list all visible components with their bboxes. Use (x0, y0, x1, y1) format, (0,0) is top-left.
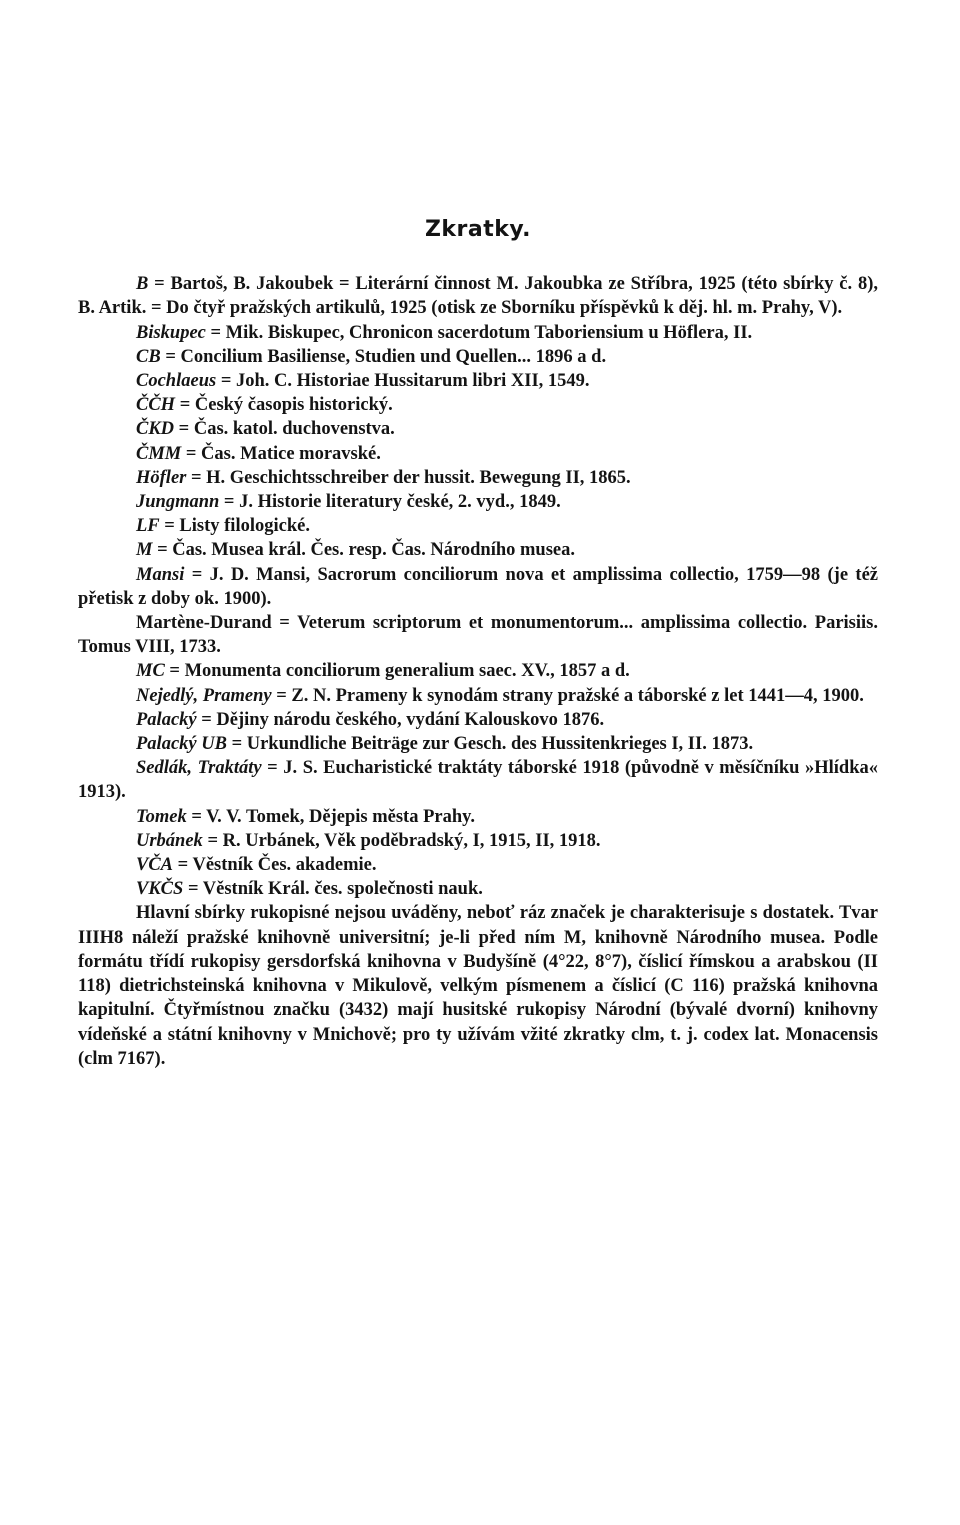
abbreviation-definition: = Čas. Matice moravské. (181, 443, 381, 464)
abbreviation-entry (78, 369, 878, 393)
abbreviation-definition: = Mik. Biskupec, Chronicon sacerdotum Taboriensium u Höflera, II. (205, 322, 753, 343)
abbreviation-entry (78, 708, 878, 732)
abbreviation-definition: = Listy filologické. (159, 516, 310, 537)
abbreviation-entry (78, 466, 878, 490)
abbreviation-definition: = Bartoš, B. Jakoubek = Literární činnost M. Jakoubka ze Stříbra, 1925 (této sbírky č. 8), B. Artik. = Do čtyř pražských artikulů, 1925 (otisk ze Sborníku příspěvků k děj. hl. m. Prahy, V). (78, 274, 878, 319)
abbreviation-entry (78, 514, 878, 538)
abbreviation-definition: = Concilium Basiliense, Studien und Quellen... 1896 a d. (160, 346, 607, 367)
abbreviation-term: M (136, 540, 153, 561)
abbreviation-term: Sedlák, Traktáty (136, 758, 262, 779)
abbreviation-entry (78, 877, 878, 901)
abbreviation-definition: = Český časopis historický. (175, 395, 393, 416)
abbreviation-term: VČA (136, 855, 174, 876)
abbreviation-entry (78, 345, 878, 369)
abbreviation-entry (78, 538, 878, 562)
abbreviation-term: Mansi (136, 564, 185, 585)
abbreviation-term: Palacký (136, 709, 197, 730)
abbreviation-definition: = Joh. C. Historiae Hussitarum libri XII, 1549. (216, 371, 590, 392)
abbreviation-entry (78, 417, 878, 441)
abbreviation-term: Palacký UB (136, 734, 227, 755)
abbreviation-definition: = J. Historie literatury české, 2. vyd., 1849. (219, 492, 561, 513)
abbreviation-definition: = Urkundliche Beiträge zur Gesch. des Hussitenkrieges I, II. 1873. (226, 734, 754, 755)
abbreviation-definition: = H. Geschichtsschreiber der hussit. Bewegung II, 1865. (186, 467, 631, 488)
abbreviation-entry (78, 853, 878, 877)
abbreviation-entry (78, 442, 878, 466)
abbreviation-list (78, 272, 878, 901)
abbreviation-entry (78, 829, 878, 853)
abbreviation-definition: = J. S. Eucharistické traktáty táborské 1918 (původně v měsíčníku »Hlídka« 1913). (78, 758, 878, 803)
abbreviation-term: B (136, 274, 149, 295)
abbreviation-entry (78, 393, 878, 417)
abbreviation-term: CB (136, 346, 161, 367)
page-title: Zkratky. (424, 217, 532, 242)
abbreviation-definition: = Čas. Musea král. Čes. resp. Čas. Národního musea. (152, 540, 575, 561)
abbreviation-term: VKČS (136, 879, 184, 900)
abbreviation-entry (78, 732, 878, 756)
abbreviation-term: ČMM (136, 443, 182, 464)
abbreviation-entry (78, 659, 878, 683)
abbreviation-term: MC (136, 661, 165, 682)
abbreviation-entry (78, 684, 878, 708)
abbreviation-entry (78, 490, 878, 514)
abbreviation-entry (78, 611, 878, 659)
abbreviation-term: Nejedlý, Prameny (136, 685, 272, 706)
abbreviation-entry (78, 321, 878, 345)
abbreviation-term: Cochlaeus (136, 371, 217, 392)
abbreviation-definition: = Z. N. Prameny k synodám strany pražské a táborské z let 1441—4, 1900. (271, 685, 864, 706)
abbreviation-entry (78, 805, 878, 829)
abbreviation-definition: = V. V. Tomek, Dějepis města Prahy. (186, 806, 475, 827)
abbreviation-entry (78, 272, 878, 320)
document-page (78, 208, 878, 1071)
closing-paragraph: Hlavní sbírky rukopisné nejsou uváděny, neboť ráz značek je charakterisuje s dostatek. Tvar IIIH8 náleží pražské knihovně universitní; je-li před ním M, knihovně Národního musea. Podle formátu třídí rukopisy gersdorfská knihovna v Budyšíně (4°22, 8°7), číslicí římskou a arabskou (II 118) dietrichsteinská knihovna v Mikulově, velkým písmenem a číslicí (C 116) pražská knihovna kapitulní. Čtyřmístnou značku (3432) mají husitské rukopisy Národní (bývalé dvorní) knihovny vídeňské a státní knihovny v Mnichově; pro ty užívám vžité zkratky clm, t. j. codex lat. Monacensis (clm 7167). (78, 903, 878, 1069)
abbreviation-term: Jungmann (136, 492, 220, 513)
abbreviation-definition: = Čas. katol. duchovenstva. (174, 419, 395, 440)
abbreviation-term: Biskupec (136, 322, 206, 343)
abbreviation-term: Tomek (136, 806, 187, 827)
abbreviation-definition: = J. D. Mansi, Sacrorum conciliorum nova et amplissima collectio, 1759—98 (je též přetisk z doby ok. 1900). (78, 564, 878, 609)
abbreviation-term: LF (136, 516, 160, 537)
abbreviation-definition: Martène-Durand = Veterum scriptorum et monumentorum... amplissima collectio. Parisiis. Tomus VIII, 1733. (78, 613, 878, 658)
abbreviation-definition: = Věstník Čes. akademie. (173, 855, 377, 876)
abbreviation-term: ČČH (136, 395, 176, 416)
abbreviation-entry (78, 563, 878, 611)
abbreviation-term: Höfler (136, 467, 187, 488)
abbreviation-definition: = R. Urbánek, Věk poděbradský, I, 1915, II, 1918. (202, 830, 601, 851)
abbreviation-definition: = Dějiny národu českého, vydání Kalouskovo 1876. (196, 709, 605, 730)
abbreviation-definition: = Monumenta conciliorum generalium saec. XV., 1857 a d. (164, 661, 630, 682)
abbreviation-term: Urbánek (136, 830, 203, 851)
abbreviation-entry (78, 756, 878, 804)
abbreviation-definition: = Věstník Král. čes. společnosti nauk. (183, 879, 483, 900)
abbreviation-term: ČKD (136, 419, 175, 440)
